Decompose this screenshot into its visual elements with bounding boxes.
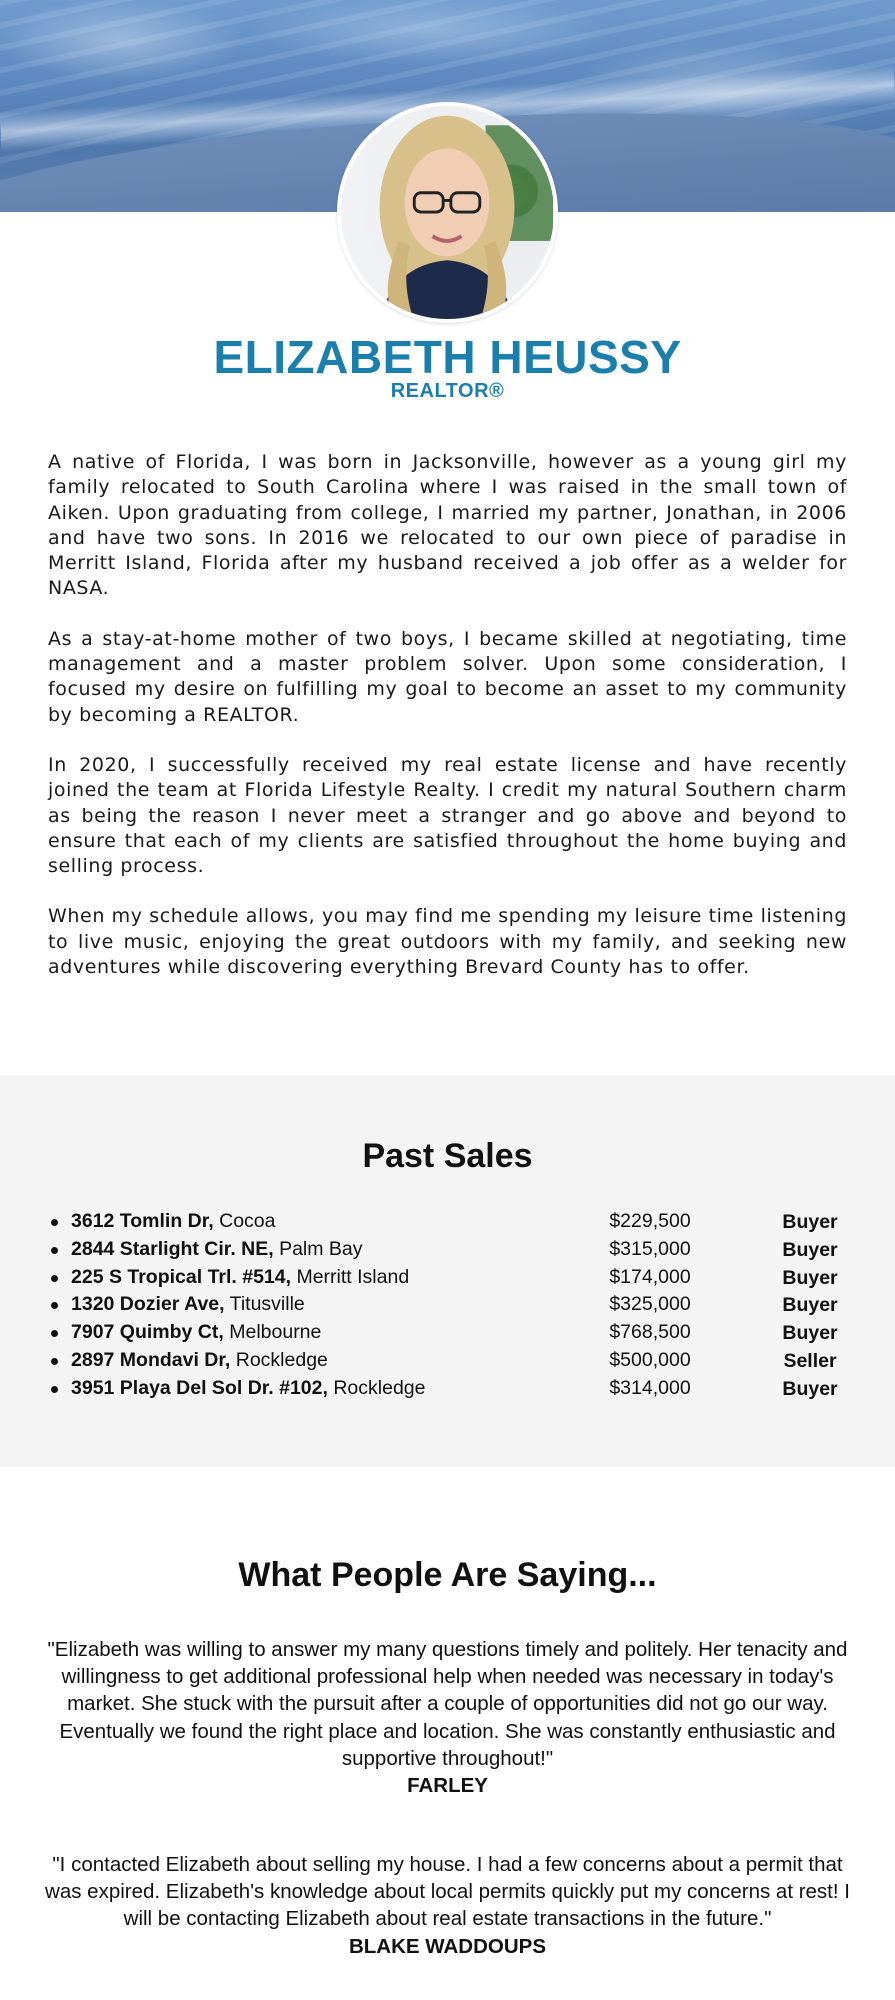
sale-role: Seller [783, 1349, 837, 1372]
past-sales-heading: Past Sales [362, 1137, 533, 1175]
sale-row [48, 1375, 848, 1403]
sale-street: 2844 Starlight Cir. NE, [71, 1237, 274, 1260]
past-sales-list [48, 1208, 848, 1403]
sale-role: Buyer [782, 1211, 838, 1233]
sale-street: 2897 Mondavi Dr, [71, 1348, 231, 1371]
sale-address [71, 1293, 305, 1316]
bio-paragraph: When my schedule allows, you may find me spending my leisure time listening to live music, enjoying the great outdoors with my family, and seeking new adventures while discovering everything Brevard County has to offer. [48, 905, 847, 979]
bullet-icon [51, 1330, 58, 1337]
bio-paragraph: In 2020, I successfully received my real estate license and have recently joined the team at Florida Lifestyle Realty. I credit my natural Southern charm as being the reason I never meet a stranger and go above and beyond to ensure that each of my clients are satisfied throughout the home buying and selling process. [48, 753, 847, 878]
sale-price: $768,500 [609, 1321, 691, 1344]
testimonial-author: FARLEY [407, 1774, 488, 1798]
sale-address [71, 1377, 425, 1400]
bio-paragraph: A native of Florida, I was born in Jacksonville, however as a young girl my family relocated to South Carolina where I was raised in the small town of Aiken. Upon graduating from college, I married my partner, Jonathan, in 2006 and have two sons. In 2016 we relocated to our own piece of paradise in Merritt Island, Florida after my husband received a job offer as a welder for NASA. [48, 451, 847, 600]
sale-city: Titusville [229, 1293, 305, 1316]
bullet-icon [51, 1386, 58, 1393]
sale-price: $325,000 [609, 1293, 691, 1316]
sale-city: Palm Bay [279, 1237, 363, 1260]
sale-city: Merritt Island [296, 1265, 410, 1288]
sale-address [71, 1210, 276, 1233]
testimonial-quote: "Elizabeth was willing to answer my many questions timely and politely. Her tenacity and willingness to get additional professional help when needed was necessary in today's market. She stuck with the pursuit after a couple of opportunities did not go our way. Eventually we found the right place and location. She was constantly enthusiastic and supportive throughout!" [47, 1638, 848, 1770]
sale-city: Cocoa [219, 1210, 276, 1232]
sale-city: Rockledge [333, 1376, 426, 1399]
sale-role: Buyer [782, 1266, 838, 1289]
bio-section [48, 450, 847, 1005]
sale-price: $315,000 [609, 1237, 691, 1260]
sale-row [48, 1291, 848, 1319]
testimonial-author: BLAKE WADDOUPS [348, 1934, 547, 1958]
sale-role: Buyer [782, 1322, 838, 1345]
bio-paragraph: As a stay-at-home mother of two boys, I became skilled at negotiating, time management and a master problem solver. Upon some consideration, I focused my desire on fulfilling my goal to become an asset to my community by becoming a REALTOR. [48, 627, 847, 726]
bullet-icon [51, 1275, 58, 1282]
past-sales-section [0, 1075, 895, 1467]
sale-address [71, 1266, 409, 1289]
sale-street: 7907 Quimby Ct, [71, 1321, 224, 1344]
sale-address [71, 1321, 321, 1344]
bullet-icon [51, 1302, 58, 1309]
sale-row [48, 1264, 848, 1292]
sale-row [48, 1319, 848, 1347]
sale-address [71, 1349, 328, 1372]
avatar [337, 102, 558, 323]
agent-title: REALTOR® [390, 380, 505, 402]
sale-address [71, 1238, 363, 1261]
sale-role: Buyer [782, 1294, 838, 1317]
testimonials-heading: What People Are Saying... [238, 1556, 657, 1594]
sale-price: $229,500 [609, 1210, 691, 1232]
sale-price: $174,000 [609, 1265, 691, 1288]
sale-street: 3612 Tomlin Dr, [71, 1210, 214, 1232]
sale-row [48, 1347, 848, 1375]
sale-street: 1320 Dozier Ave, [71, 1293, 225, 1316]
sale-role: Buyer [782, 1377, 838, 1400]
bullet-icon [51, 1247, 58, 1254]
agent-name: ELIZABETH HEUSSY [213, 331, 682, 383]
bullet-icon [51, 1219, 58, 1226]
sale-row [48, 1236, 848, 1264]
testimonial [44, 1851, 851, 1960]
sale-role: Buyer [782, 1238, 838, 1261]
bullet-icon [51, 1358, 58, 1365]
sale-price: $500,000 [609, 1348, 691, 1371]
sale-city: Melbourne [229, 1321, 322, 1344]
sale-street: 225 S Tropical Trl. #514, [71, 1265, 292, 1288]
testimonial-quote: "I contacted Elizabeth about selling my house. I had a few concerns about a permit that was expired. Elizabeth's knowledge about local permits quickly put my concerns at rest! I will be contacting Elizabeth about real estate transactions in the future." [45, 1853, 850, 1931]
testimonial [44, 1636, 851, 1799]
sale-row [48, 1208, 848, 1236]
sale-street: 3951 Playa Del Sol Dr. #102, [71, 1376, 328, 1399]
sale-city: Rockledge [235, 1348, 328, 1371]
sale-price: $314,000 [609, 1376, 691, 1399]
avatar-portrait [341, 106, 554, 319]
